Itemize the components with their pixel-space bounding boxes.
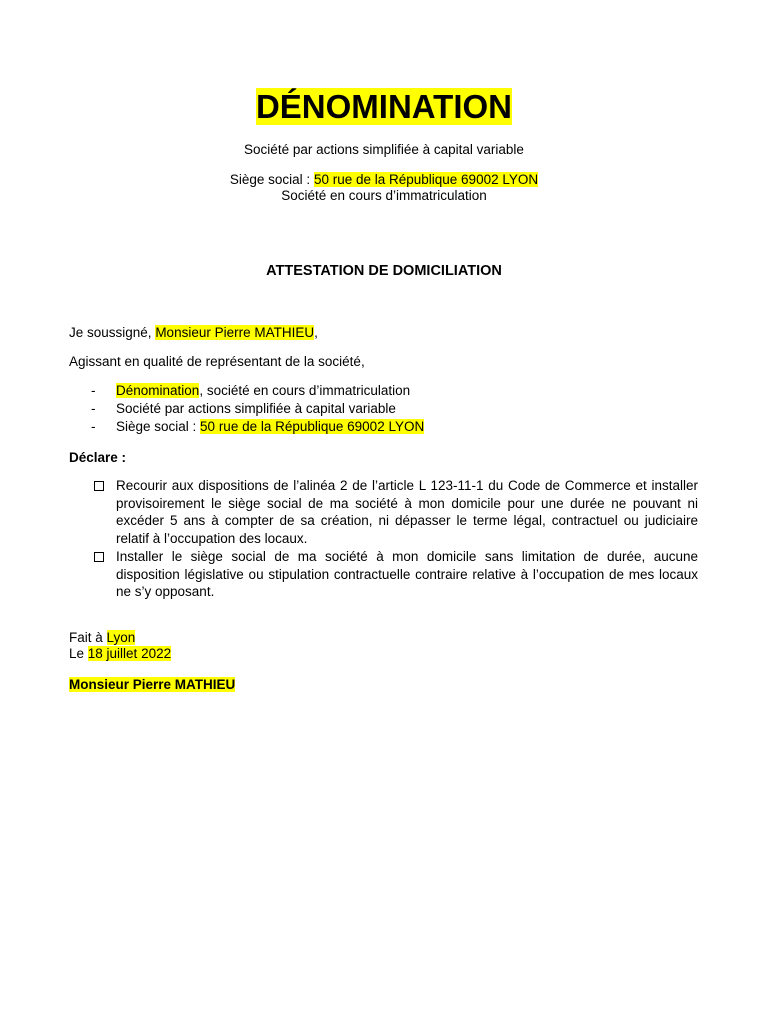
list-item-3-address: 50 rue de la République 69002 LYON [200, 419, 425, 434]
list-item-1-rest: , société en cours d’immatriculation [199, 383, 411, 398]
undersigned-suffix: , [314, 325, 318, 340]
list-item-3-label: Siège social : [116, 419, 201, 434]
declaration-option-1 [69, 477, 698, 548]
declaration-option-2 [69, 548, 698, 601]
list-item [69, 400, 424, 418]
place-prefix: Fait à [69, 630, 107, 645]
date-line [69, 645, 171, 662]
representative-line: Agissant en qualité de représentant de la société, [69, 354, 365, 369]
signature-highlight: Monsieur Pierre MATHIEU [69, 677, 236, 692]
company-name-title [0, 86, 768, 128]
registration-status: Société en cours d’immatriculation [281, 188, 487, 203]
company-details-list [69, 382, 424, 436]
list-dash: - [91, 383, 96, 398]
place-line [69, 629, 135, 646]
checkbox[interactable] [94, 552, 104, 562]
list-item-2: Société par actions simplifiée à capital variable [116, 401, 396, 416]
date-prefix: Le [69, 646, 88, 661]
siege-label: Siège social : [229, 172, 314, 187]
declaration-option-text: Recourir aux dispositions de l’alinéa 2 de l’article L 123-11-1 du Code de Commerce et installer provisoirement le siège social de ma société à mon domicile pour une durée ne pouvant ni excéder 5 ans à compter de sa création, ni dépasser le terme légal, contractuel ou judiciaire relatif à l’occupation des locaux. [116, 478, 698, 547]
document-title: ATTESTATION DE DOMICILIATION [266, 263, 502, 279]
checkbox[interactable] [94, 481, 104, 491]
undersigned-prefix: Je soussigné, [69, 325, 156, 340]
company-form-subtitle: Société par actions simplifiée à capital variable [244, 142, 524, 157]
list-dash: - [91, 419, 96, 434]
date-value: 18 juillet 2022 [87, 646, 172, 661]
place-value: Lyon [106, 630, 136, 645]
undersigned-name: Monsieur Pierre MATHIEU [155, 325, 315, 340]
siege-social-line [0, 171, 768, 188]
declare-label: Déclare : [69, 450, 127, 465]
company-name-inline: Dénomination [116, 383, 200, 398]
declaration-option-text: Installer le siège social de ma société à mon domicile sans limitation de durée, aucune disposition législative ou stipulation contractuelle contraire relative à l’occupation de mes locaux ne s’y opposant. [116, 548, 698, 600]
list-dash: - [91, 401, 96, 416]
company-name-highlight: DÉNOMINATION [255, 88, 513, 125]
signature-name [69, 676, 235, 693]
undersigned-line [69, 324, 318, 341]
siege-address: 50 rue de la République 69002 LYON [313, 172, 539, 187]
list-item [69, 382, 424, 400]
declaration-options [69, 477, 698, 601]
list-item [69, 418, 424, 436]
